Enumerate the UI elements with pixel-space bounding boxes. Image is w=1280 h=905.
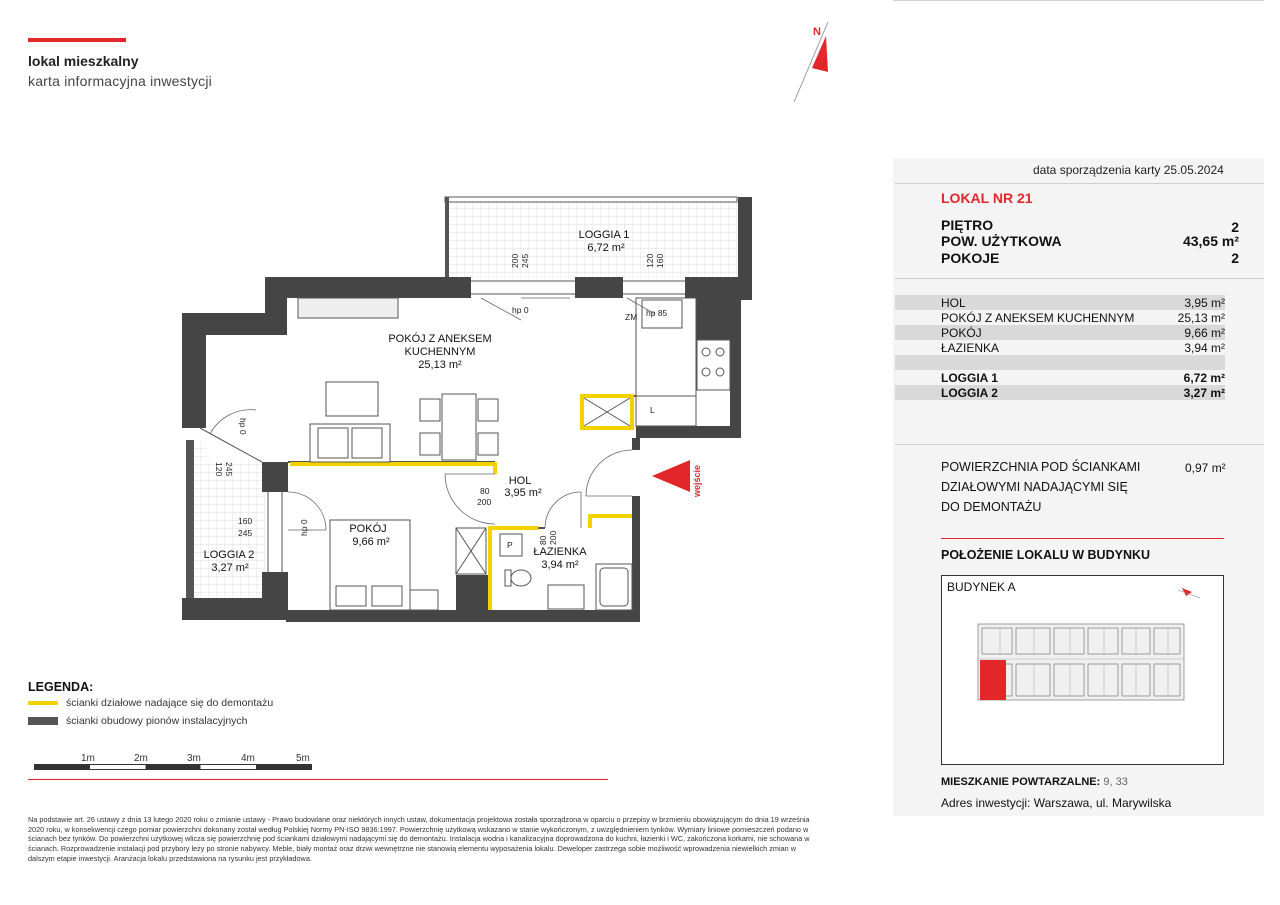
building-north-icon <box>1178 588 1200 598</box>
loggia-2-label: LOGGIA 2 <box>203 549 255 561</box>
hol-area: 3,95 m² <box>504 487 542 499</box>
location-title: POŁOŻENIE LOKALU W BUDYNKU <box>941 548 1151 562</box>
address-line <box>941 796 1171 810</box>
repeat-line <box>941 776 1128 788</box>
loggia-area: 3,27 m² <box>1183 386 1225 400</box>
hp85-mark: hp 85 <box>646 308 668 318</box>
room-row-loggia2 <box>895 385 1225 400</box>
hp0-mark-1: hp 0 <box>512 305 529 315</box>
hol-door-width: 80 <box>480 486 490 496</box>
panel-separator-2 <box>895 278 1264 279</box>
bath-door-width: 80 <box>538 535 548 545</box>
scale-label-1: 1m <box>81 753 95 764</box>
repeat-value: 9, 33 <box>1103 776 1128 788</box>
loggia2-door-2-height: 160 <box>238 516 253 526</box>
loggia-2-area: 3,27 m² <box>211 562 249 574</box>
lazienka-label: ŁAZIENKA <box>533 546 587 558</box>
loggia-name: LOGGIA 2 <box>941 386 998 400</box>
living-area: 25,13 m² <box>418 359 462 371</box>
room-row-spacer <box>895 355 1225 370</box>
loggia1-door-height: 200 <box>510 253 520 268</box>
room-row-loggia1 <box>895 370 1225 385</box>
prop-floor-label: PIĘTRO <box>941 217 994 233</box>
card-date <box>1033 163 1224 177</box>
pokoj-label: POKÓJ <box>349 523 387 535</box>
scale-label-2: 2m <box>134 753 148 764</box>
legend-title: LEGENDA: <box>28 680 94 694</box>
card-date-value: 25.05.2024 <box>1163 163 1224 177</box>
walls-value: 0,97 m² <box>1185 461 1226 475</box>
address-label: Adres inwestycji: <box>941 796 1031 810</box>
zm-mark: ZM <box>625 312 638 322</box>
loggia2-door-1-height: 120 <box>214 462 224 477</box>
p-mark: P <box>507 540 513 550</box>
location-red-rule <box>941 538 1224 539</box>
room-name: POKÓJ Z ANEKSEM KUCHENNYM <box>941 311 1135 325</box>
hp0-mark-2: hp 0 <box>238 418 248 435</box>
page-subtitle: karta informacyjna inwestycji <box>28 73 212 89</box>
legend-demolition-text: ścianki działowe nadające się do demontażu <box>66 697 274 709</box>
repeat-label: MIESZKANIE POWTARZALNE: <box>941 776 1101 788</box>
scale-bar <box>34 764 312 770</box>
room-area: 25,13 m² <box>1177 311 1225 325</box>
panel-separator-1 <box>895 183 1264 184</box>
lokal-number: LOKAL NR 21 <box>941 190 1033 206</box>
room-name: HOL <box>941 296 966 310</box>
legend-swatch-demolition <box>28 701 58 705</box>
entrance-label: wejście <box>692 464 702 497</box>
prop-floor-value: 2 <box>1231 219 1239 235</box>
top-right-rule <box>893 0 1264 1</box>
north-arrow-icon <box>794 22 828 102</box>
entrance-marker <box>652 460 702 498</box>
living-label-1: POKÓJ Z ANEKSEM <box>388 333 492 345</box>
hp0-mark-3: hp 0 <box>299 519 309 536</box>
room-row-hol <box>895 295 1225 310</box>
hol-door-height: 200 <box>477 497 492 507</box>
loggia2-door-1-width: 245 <box>224 462 234 477</box>
kitchen-window-width: 160 <box>655 253 665 268</box>
address-value: Warszawa, ul. Marywilska <box>1033 796 1172 810</box>
panel-separator-3 <box>895 444 1264 445</box>
legend-ducts-text: ścianki obudowy pionów instalacyjnych <box>66 715 248 727</box>
card-date-label: data sporządzenia karty <box>1033 163 1161 177</box>
walls-note-line-3: DO DEMONTAŻU <box>941 500 1042 514</box>
room-name: ŁAZIENKA <box>941 341 1000 355</box>
room-row-pokoj <box>895 325 1225 340</box>
walls-note <box>941 457 1161 517</box>
prop-area-label: POW. UŻYTKOWA <box>941 233 1062 249</box>
room-area: 9,66 m² <box>1184 326 1225 340</box>
l-mark: L <box>650 405 655 415</box>
page-title: lokal mieszkalny <box>28 53 139 69</box>
disclaimer-text: Na podstawie art. 26 ustawy z dnia 13 lutego 2020 roku o zmianie ustawy - Prawo budowlane oraz niektórych innych ustaw, dokumentacja projektowa została sporządzona w oparciu o przepisy w brzmieniu obowiązującym do dnia 19 września 2020 roku, w konsekwencji czego pomiar powierzchni dokonany został według Polskiej Normy PN-ISO 9836:1997. Powierzchnię użytkową wskazano w stanie wykończonym, z uwzględnieniem tynków. Wymiary liniowe pomieszczeń podano w ścianach bez tynków. Do powierzchni użytkowej wlicza się powierzchnię pod ściankami działowymi nadającymi się do demontażu. Instalacja wodna i kanalizacyjna doprowadzona do kuchni, łazienki i WC, zakończona korkami, nie schowana w ścianach. Rozprowadzenie instalacji pod przybory leży po stronie nabywcy. Meble, biały montaż oraz drzwi wewnętrzne nie stanowią elementu wyposażenia lokalu. Deweloper zastrzega sobie możliwość wprowadzenia niewielkich zmian w dalszym etapie inwestycji. Aranżacja lokalu przedstawiona na rysunku jest przykładowa. <box>28 815 810 863</box>
loggia-1-rail <box>445 197 737 202</box>
loggia-area: 6,72 m² <box>1183 371 1225 385</box>
room-row-living <box>895 310 1225 325</box>
building-label: BUDYNEK A <box>947 580 1016 594</box>
lazienka-area: 3,94 m² <box>541 559 579 571</box>
loggia2-door-2-width: 245 <box>238 528 253 538</box>
loggia-1-area: 6,72 m² <box>587 242 625 254</box>
walls-note-line-1: POWIERZCHNIA POD ŚCIANKAMI <box>941 460 1141 474</box>
scale-label-5: 5m <box>296 753 310 764</box>
room-area: 3,95 m² <box>1184 296 1225 310</box>
legend-swatch-ducts <box>28 717 58 725</box>
prop-area-value: 43,65 m² <box>1182 233 1239 249</box>
prop-rooms-label: POKOJE <box>941 250 1000 266</box>
walls-note-line-2: DZIAŁOWYMI NADAJĄCYMI SIĘ <box>941 480 1128 494</box>
prop-rooms-value: 2 <box>1231 250 1239 266</box>
loggia-name: LOGGIA 1 <box>941 371 998 385</box>
hol-label: HOL <box>508 475 532 487</box>
kitchen-window-height: 120 <box>645 253 655 268</box>
living-label-2: KUCHENNYM <box>404 346 476 358</box>
building-key-plan <box>970 582 1210 702</box>
scale-label-4: 4m <box>241 753 255 764</box>
north-label: N <box>813 26 821 38</box>
room-name: POKÓJ <box>941 326 982 340</box>
building-outline <box>978 624 1184 700</box>
loggia1-door-width: 245 <box>520 253 530 268</box>
legend-red-rule <box>28 779 608 780</box>
loggia-1-label: LOGGIA 1 <box>578 229 630 241</box>
pokoj-area: 9,66 m² <box>352 536 390 548</box>
apartment-highlight <box>980 660 1006 700</box>
scale-label-3: 3m <box>187 753 201 764</box>
room-area: 3,94 m² <box>1184 341 1225 355</box>
bath-door-height: 200 <box>548 530 558 545</box>
room-row-lazienka <box>895 340 1225 355</box>
